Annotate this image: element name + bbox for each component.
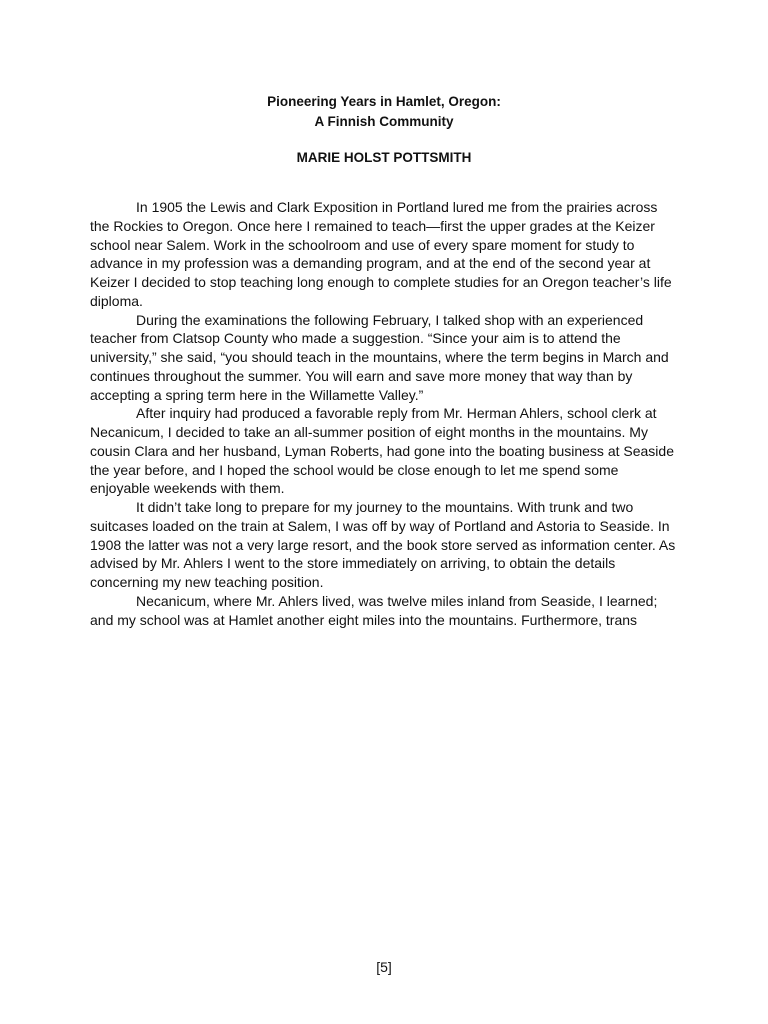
paragraph: After inquiry had produced a favorable reply from Mr. Herman Ahlers, school clerk at Necanicum, I decided to take an all-summer position of eight months in the mountains. My cousin Clara and her husband, Lyman Roberts, had gone into the boating business at Seaside the year before, and I hoped the school would be close enough to let me spend some enjoyable weekends with them. bbox=[90, 405, 674, 497]
author-name: MARIE HOLST POTTSMITH bbox=[296, 150, 472, 165]
body-text bbox=[90, 198, 680, 629]
title-line-1: Pioneering Years in Hamlet, Oregon: bbox=[267, 94, 501, 109]
paragraph: During the examinations the following February, I talked shop with an experienced teacher from Clatsop County who made a suggestion. “Since your aim is to attend the university,” she said, “you should teach in the mountains, where the term begins in March and continues throughout the summer. You will earn and save more money that way than by accepting a spring term here in the Willamette Valley.” bbox=[90, 311, 669, 403]
document-title bbox=[0, 92, 768, 132]
paragraph: In 1905 the Lewis and Clark Exposition in Portland lured me from the prairies across the Rockies to Oregon. Once here I remained to teach—first the upper grades at the Keizer school near Salem. Work in the schoolroom and use of every spare moment for study to advance in my profession was a demanding program, and at the end of the second year at Keizer I decided to stop teaching long enough to complete studies for an Oregon teacher’s life diploma. bbox=[90, 199, 672, 309]
title-line-2: A Finnish Community bbox=[314, 114, 454, 129]
paragraph: It didn’t take long to prepare for my journey to the mountains. With trunk and two suitcases loaded on the train at Salem, I was off by way of Portland and Astoria to Seaside. In 1908 the latter was not a very large resort, and the book store served as information center. As advised by Mr. Ahlers I went to the store immediately on arriving, to obtain the details concerning my new teaching position. bbox=[90, 499, 676, 590]
paragraph: Necanicum, where Mr. Ahlers lived, was twelve miles inland from Seaside, I learned; and my school was at Hamlet another eight miles into the mountains. Furthermore, trans bbox=[90, 592, 658, 628]
page-number: [5] bbox=[376, 959, 392, 975]
